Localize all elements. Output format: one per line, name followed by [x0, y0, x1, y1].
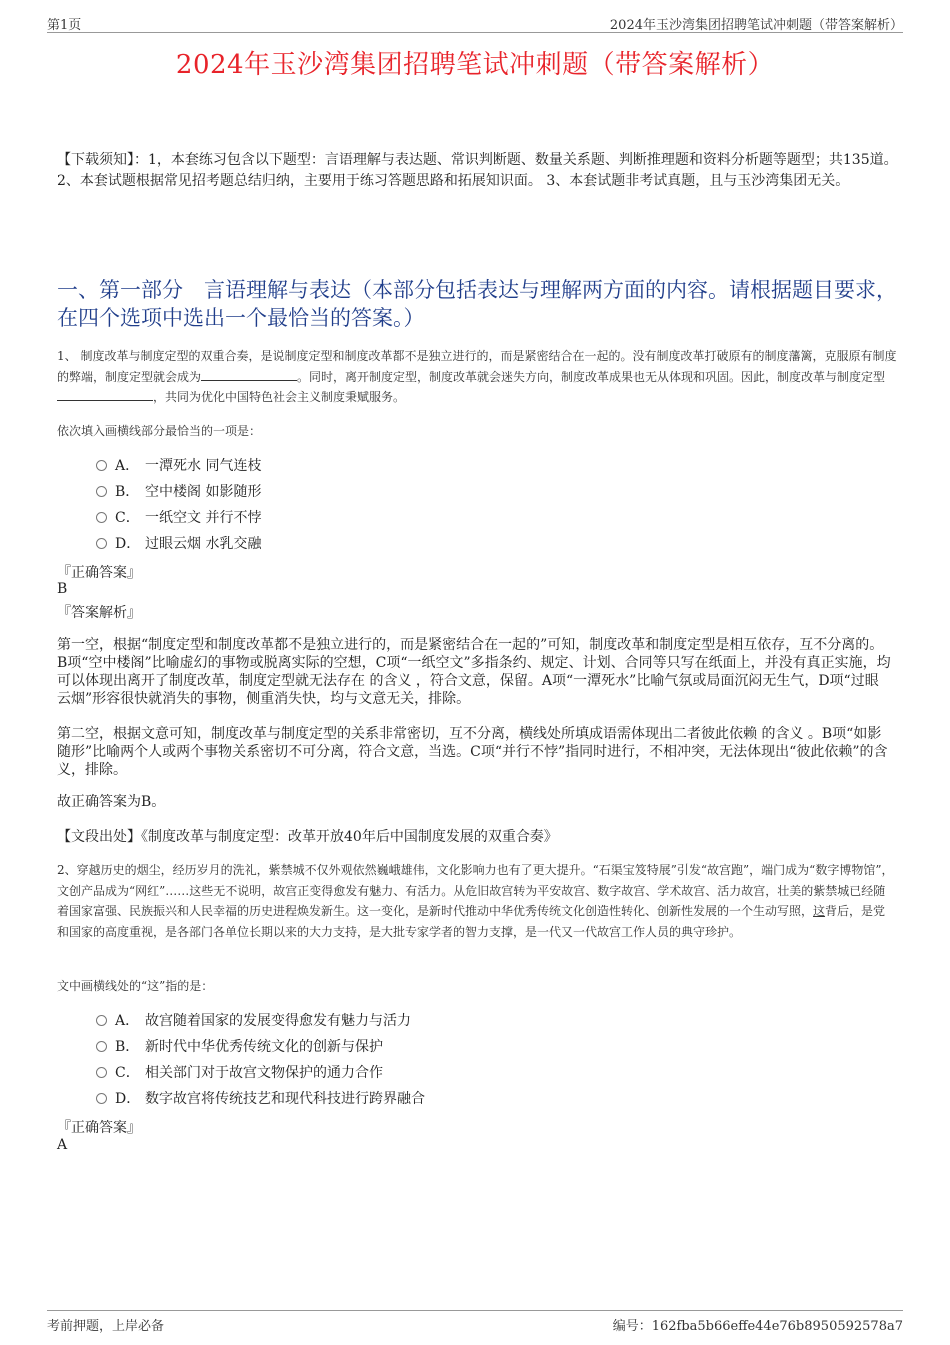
radio-icon[interactable] — [96, 538, 107, 549]
answer-label: 『正确答案』 — [57, 565, 141, 581]
answer-value: A — [57, 1137, 68, 1153]
radio-icon[interactable] — [96, 1093, 107, 1104]
radio-icon[interactable] — [96, 486, 107, 497]
question-2-options — [96, 1010, 425, 1114]
question-1-prompt: 依次填入画横线部分最恰当的一项是： — [57, 424, 262, 438]
radio-icon[interactable] — [96, 1067, 107, 1078]
option-b[interactable]: B． 新时代中华优秀传统文化的创新与保护 — [96, 1036, 425, 1062]
footer-slogan: 考前押题，上岸必备 — [47, 1319, 165, 1334]
header-doc-title: 2024年玉沙湾集团招聘笔试冲刺题（带答案解析） — [609, 18, 903, 33]
question-2-text — [57, 860, 897, 942]
option-d[interactable]: D． 过眼云烟 水乳交融 — [96, 533, 261, 559]
analysis-label: 『答案解析』 — [57, 605, 141, 621]
page-header — [47, 14, 903, 33]
option-b[interactable]: B． 空中楼阁 如影随形 — [96, 481, 261, 507]
question-2-prompt: 文中画横线处的“这”指的是： — [57, 979, 214, 993]
download-notice: 【下载须知】：1，本套练习包含以下题型：言语理解与表达题、常识判断题、数量关系题、判断推理题和资料分析题等题型；共135道。 2、本套试题根据常见招考题总结归纳，主要用于练习答题思路和拓展知识面。 3、本套试题非考试真题，且与玉沙湾集团无关。 — [57, 152, 898, 189]
radio-icon[interactable] — [96, 1015, 107, 1026]
radio-icon[interactable] — [96, 512, 107, 523]
analysis-paragraph-1: 第一空，根据“制度定型和制度改革都不是独立进行的，而是紧密结合在一起的”可知，制度改革和制度定型是相互依存，互不分离的。B项“空中楼阁”比喻虚幻的事物或脱离实际的空想，C项“一纸空文”多指条约、规定、计划、合同等只写在纸面上，并没有真正实施，均可以体现出离开了制度改革，制度定型就无法存在 的含义 ，符合文意，保留。A项“一潭死水”比喻气氛或局面沉闷无生气，D项“过眼云烟”形容很快就消失的事物，侧重消失快，均与文意无关，排除。 — [57, 637, 891, 707]
option-a[interactable]: A． 故宫随着国家的发展变得愈发有魅力与活力 — [96, 1010, 425, 1036]
question-1-text — [57, 346, 897, 408]
question-1-text-part-c: ，共同为优化中国特色社会主义制度秉赋服务。 — [153, 390, 406, 404]
section-heading: 一、第一部分 言语理解与表达（本部分包括表达与理解两方面的内容。请根据题目要求，在四个选项中选出一个最恰当的答案。） — [57, 278, 897, 330]
option-a[interactable]: A． 一潭死水 同气连枝 — [96, 455, 261, 481]
question-1-options — [96, 455, 261, 559]
analysis-paragraph-2: 第二空，根据文意可知，制度改革与制度定型的关系非常密切，互不分离，横线处所填成语需体现出二者彼此依赖 的含义 。B项“如影随形”比喻两个人或两个事物关系密切不可分离，符合文意，当选。C项“并行不悖”指同时进行，不相冲突，无法体现出“彼此依赖”的含义，排除。 — [57, 726, 888, 778]
footer-serial: 编号：162fba5b66effe44e76b8950592578a7 — [612, 1319, 903, 1334]
page-number: 第1页 — [47, 18, 82, 33]
option-c[interactable]: C． 相关部门对于故宫文物保护的通力合作 — [96, 1062, 425, 1088]
document-title: 2024年玉沙湾集团招聘笔试冲刺题（带答案解析） — [175, 50, 775, 80]
option-d[interactable]: D． 数字故宫将传统技艺和现代科技进行跨界融合 — [96, 1088, 425, 1114]
answer-label: 『正确答案』 — [57, 1120, 141, 1136]
analysis-conclusion: 故正确答案为B。 — [57, 794, 166, 810]
question-1-text-part-b: 。同时，离开制度定型，制度改革就会迷失方向，制度改革成果也无从体现和巩固。因此，制度改革与制度定型 — [297, 369, 886, 384]
radio-icon[interactable] — [96, 460, 107, 471]
option-c[interactable]: C． 一纸空文 并行不悖 — [96, 507, 261, 533]
radio-icon[interactable] — [96, 1041, 107, 1052]
blank-2 — [57, 388, 153, 401]
text-source: 【文段出处】《制度改革与制度定型：改革开放40年后中国制度发展的双重合奏》 — [57, 829, 558, 845]
blank-1 — [201, 368, 297, 381]
question-2-text-part-a: 2、穿越历史的烟尘，经历岁月的洗礼，紫禁城不仅外观依然巍峨雄伟，文化影响力也有了更大提升。“石渠宝笈特展”引发“故宫跑”，端门成为“数字博物馆”，文创产品成为“网红”……这些无不说明，故宫正变得愈发有魅力、有活力。从危旧故宫转为平安故宫、数字故宫、学术故宫、活力故宫，壮美的紫禁城已经随着国家富强、民族振兴和人民幸福的历史进程焕发新生。这一变化，是新时代推动中华优秀传统文化创造性转化、创新性发展的一个生动写照， — [57, 863, 894, 918]
question-1-text-part-a: 1、 制度改革与制度定型的双重合奏，是说制度定型和制度改革都不是独立进行的，而是紧密结合在一起的。没有制度改革打破原有的制度藩篱，克服原有制度的弊端，制度定型就会成为 — [57, 349, 897, 384]
question-2-text-part-b: 背后，是党和国家的高度重视，是各部门各单位长期以来的大力支持，是大批专家学者的智力支撑，是一代又一代故宫工作人员的典守珍护。 — [57, 904, 886, 939]
underlined-word: 这 — [813, 904, 826, 918]
page-footer — [47, 1310, 903, 1334]
answer-value: B — [57, 581, 68, 597]
